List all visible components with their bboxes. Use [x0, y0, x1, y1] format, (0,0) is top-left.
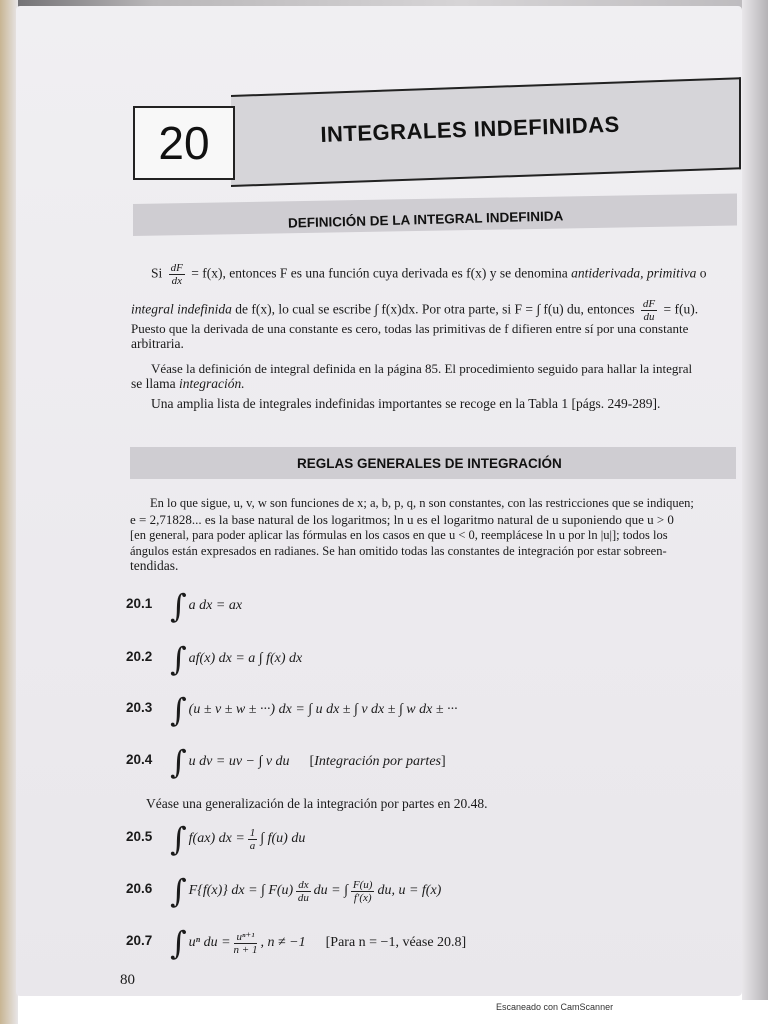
text-integral-indefinida: integral indefinida — [131, 301, 232, 317]
text-definition-line2: de f(x), lo cual se escribe ∫ f(x)dx. Por otra parte, si F = ∫ f(u) du, entonces — [235, 301, 635, 317]
formula-number: 20.5 — [126, 829, 153, 844]
integral-sign: ∫ — [170, 924, 187, 962]
formula-text: af(x) dx = a ∫ f(x) dx — [188, 651, 303, 666]
definition-para2-line2 — [131, 376, 245, 391]
frac-numerator: dx — [298, 878, 309, 891]
formula-text-a: F{f(x)} dx = ∫ F(u) — [188, 883, 294, 898]
formula-text-b: , n ≠ −1 — [260, 935, 306, 950]
formula-text: (u ± v ± w ± ···) dx = ∫ u dx ± ∫ v dx ± ∫ w dx ± ··· — [188, 702, 458, 717]
formula-note: [Para n = −1, véase 20.8] — [325, 935, 467, 950]
section-title-definicion: DEFINICIÓN DE LA INTEGRAL INDEFINIDA — [287, 208, 564, 231]
text-fu: = f(u). — [663, 301, 699, 317]
formula-number: 20.6 — [126, 881, 153, 896]
integral-sign: ∫ — [170, 820, 187, 858]
formula-number: 20.7 — [126, 933, 153, 948]
formula-text-a: uⁿ du = — [188, 935, 231, 950]
chapter-number-box — [133, 106, 235, 180]
definition-line-1 — [151, 262, 706, 287]
fraction-dF-dx — [169, 262, 185, 287]
note-text: Para n = −1, véase 20.8 — [330, 935, 462, 950]
text-integracion: integración. — [178, 376, 245, 391]
formula-text-c: du, u = f(x) — [377, 883, 442, 898]
fraction-1-a — [248, 827, 258, 852]
definition-line-4: arbitraria. — [131, 336, 184, 351]
fraction-dx-du — [296, 879, 310, 904]
chapter-title: INTEGRALES INDEFINIDAS — [320, 111, 621, 147]
definition-line-3: Puesto que la derivada de una constante es cero, todas las primitivas de f difieren entre sí por una constante — [131, 321, 689, 336]
rules-intro-line-2: e = 2,71828... es la base natural de los logaritmos; ln u es el logaritmo natural de u suponiendo que u > 0 — [130, 512, 674, 527]
integral-sign: ∫ — [170, 743, 187, 781]
formula-number: 20.2 — [126, 649, 153, 664]
rules-intro-line-1: En lo que sigue, u, v, w son funciones de x; a, b, p, q, n son constantes, con las restricciones que se indiquen; — [150, 496, 694, 510]
rules-intro-line-4: ángulos están expresados en radianes. Se han omitido todas las constantes de integración por estar sobreen- — [130, 544, 667, 558]
formula-expression — [170, 743, 446, 781]
fraction-Fu-fprime — [351, 879, 375, 904]
section-title-reglas: REGLAS GENERALES DE INTEGRACIÓN — [297, 456, 562, 471]
formula-text-b: du = ∫ — [313, 883, 348, 898]
formula-expression — [170, 691, 458, 729]
frac-denominator: f′(x) — [353, 891, 372, 904]
fraction-un1-n1 — [234, 931, 258, 956]
formula-number: 20.4 — [126, 752, 153, 767]
formula-expression — [170, 924, 467, 962]
frac-numerator: dF — [642, 298, 656, 310]
rules-intro-line-5: tendidas. — [130, 558, 179, 573]
formula-text-a: f(ax) dx = — [188, 831, 245, 846]
page-edge-right — [742, 0, 768, 1000]
frac-denominator: a — [249, 839, 256, 852]
frac-numerator: 1 — [249, 826, 256, 839]
formula-text: u dv = uv − ∫ v du — [188, 754, 290, 769]
formula-number: 20.3 — [126, 700, 153, 715]
frac-denominator: dx — [171, 275, 182, 287]
formula-expression — [170, 820, 306, 858]
scanner-watermark: Escaneado con CamScanner — [496, 1002, 614, 1012]
definition-para3: Una amplia lista de integrales indefinidas importantes se recoge en la Tabla 1 [págs. 249-289]. — [151, 396, 661, 411]
integral-sign: ∫ — [170, 587, 187, 625]
formula-note: [Integración por partes] — [309, 754, 446, 769]
text-antiderivada: antiderivada, primitiva — [571, 265, 697, 281]
frac-denominator: du — [297, 891, 309, 904]
frac-numerator: uⁿ⁺¹ — [236, 930, 255, 943]
chapter-number: 20 — [158, 117, 210, 169]
formula-expression — [170, 872, 442, 910]
text-definition-main: = f(x), entonces F es una función cuya derivada es f(x) y se denomina — [191, 265, 568, 281]
integral-sign: ∫ — [170, 640, 187, 678]
interlude-text: Véase una generalización de la integración por partes en 20.48. — [146, 796, 488, 811]
page-number: 80 — [120, 972, 135, 988]
text-o: o — [699, 265, 707, 281]
definition-para2-line1: Véase la definición de integral definida en la página 85. El procedimiento seguido para hallar la integral — [151, 361, 693, 376]
frac-denominator: du — [643, 311, 655, 323]
integral-sign: ∫ — [170, 691, 187, 729]
formula-text: a dx = ax — [188, 598, 243, 613]
text-se-llama: se llama — [131, 376, 176, 391]
frac-denominator: n + 1 — [233, 943, 258, 956]
formula-number: 20.1 — [126, 596, 153, 611]
frac-numerator: F(u) — [352, 878, 373, 891]
rules-intro-line-3: [en general, para poder aplicar las fórmulas en los casos en que u < 0, reemplácese ln u por ln |u|]; todos los — [130, 528, 668, 542]
formula-text-b: ∫ f(u) du — [260, 831, 306, 846]
definition-line-2 — [131, 298, 698, 323]
formula-expression — [170, 640, 303, 678]
integral-sign: ∫ — [170, 872, 187, 910]
frac-numerator: dF — [170, 262, 183, 274]
text-si: Si — [151, 265, 163, 281]
fraction-dF-du — [641, 298, 657, 323]
note-text: Integración por partes — [314, 754, 441, 769]
formula-expression — [170, 587, 243, 625]
